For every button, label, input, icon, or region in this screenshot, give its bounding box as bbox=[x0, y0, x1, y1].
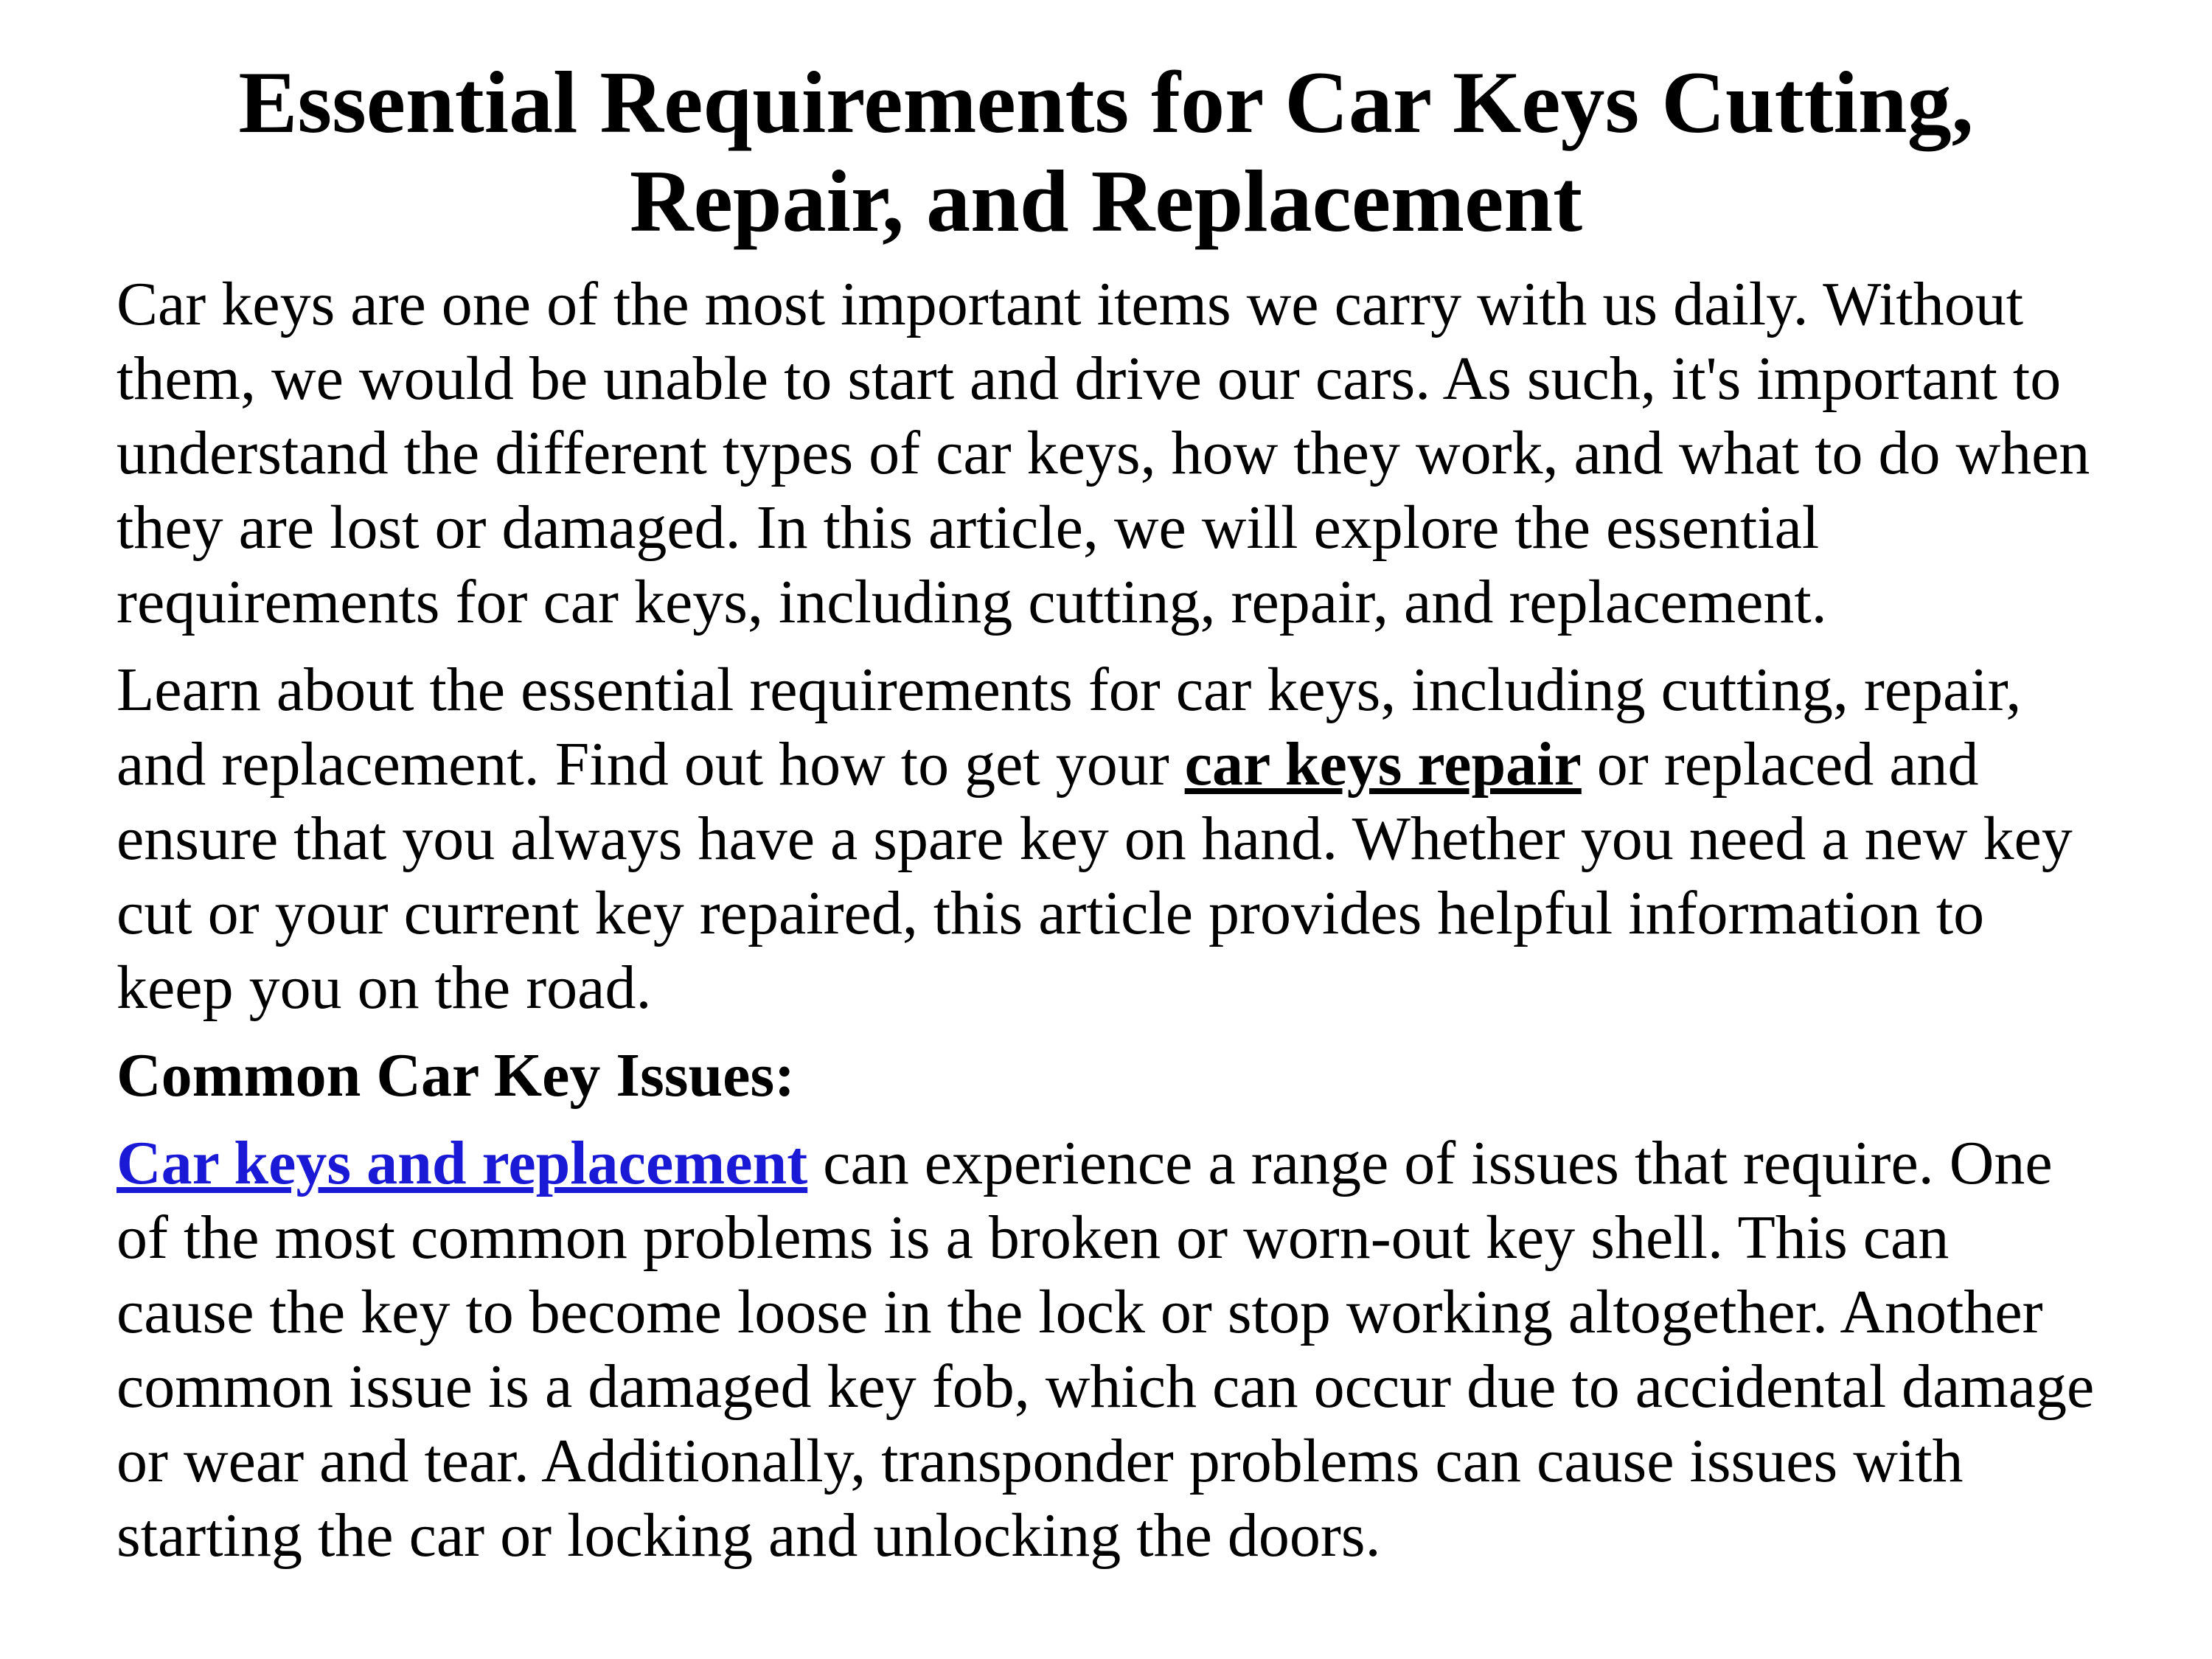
second-paragraph-text-before: Learn about the essential requirements for car keys, including cutting, repair, and replacement. Find out how to get your bbox=[116, 655, 2022, 799]
second-paragraph-text-after: or replaced and ensure that you always have a spare key on hand. Whether you need a new key cut or your current key repaired, this article provides helpful information to keep you on the road. bbox=[116, 730, 2073, 1022]
second-paragraph bbox=[116, 653, 2096, 1025]
page-title: Essential Requirements for Car Keys Cutting, Repair, and Replacement bbox=[238, 53, 1974, 250]
intro-paragraph: Car keys are one of the most important items we carry with us daily. Without them, we would be unable to start and drive our cars. As such, it's important to understand the different types of car keys, how they work, and what to do when they are lost or damaged. In this article, we will explore the essential requirements for car keys, including cutting, repair, and replacement. bbox=[116, 270, 2090, 636]
car-keys-repair-link[interactable]: car keys repair bbox=[1184, 730, 1582, 799]
third-paragraph bbox=[116, 1126, 2096, 1573]
section-heading: Common Car Key Issues: bbox=[116, 1041, 796, 1110]
car-keys-replacement-link[interactable]: Car keys and replacement bbox=[116, 1129, 808, 1197]
third-paragraph-text-after: can experience a range of issues that require. One of the most common problems is a broken or worn-out key shell. This can cause the key to become loose in the lock or stop working altogether. Another common issue is a damaged key fob, which can occur due to accidental damage or wear and tear. Additionally, transponder problems can cause issues with starting the car or locking and unlocking the doors. bbox=[116, 1129, 2095, 1570]
